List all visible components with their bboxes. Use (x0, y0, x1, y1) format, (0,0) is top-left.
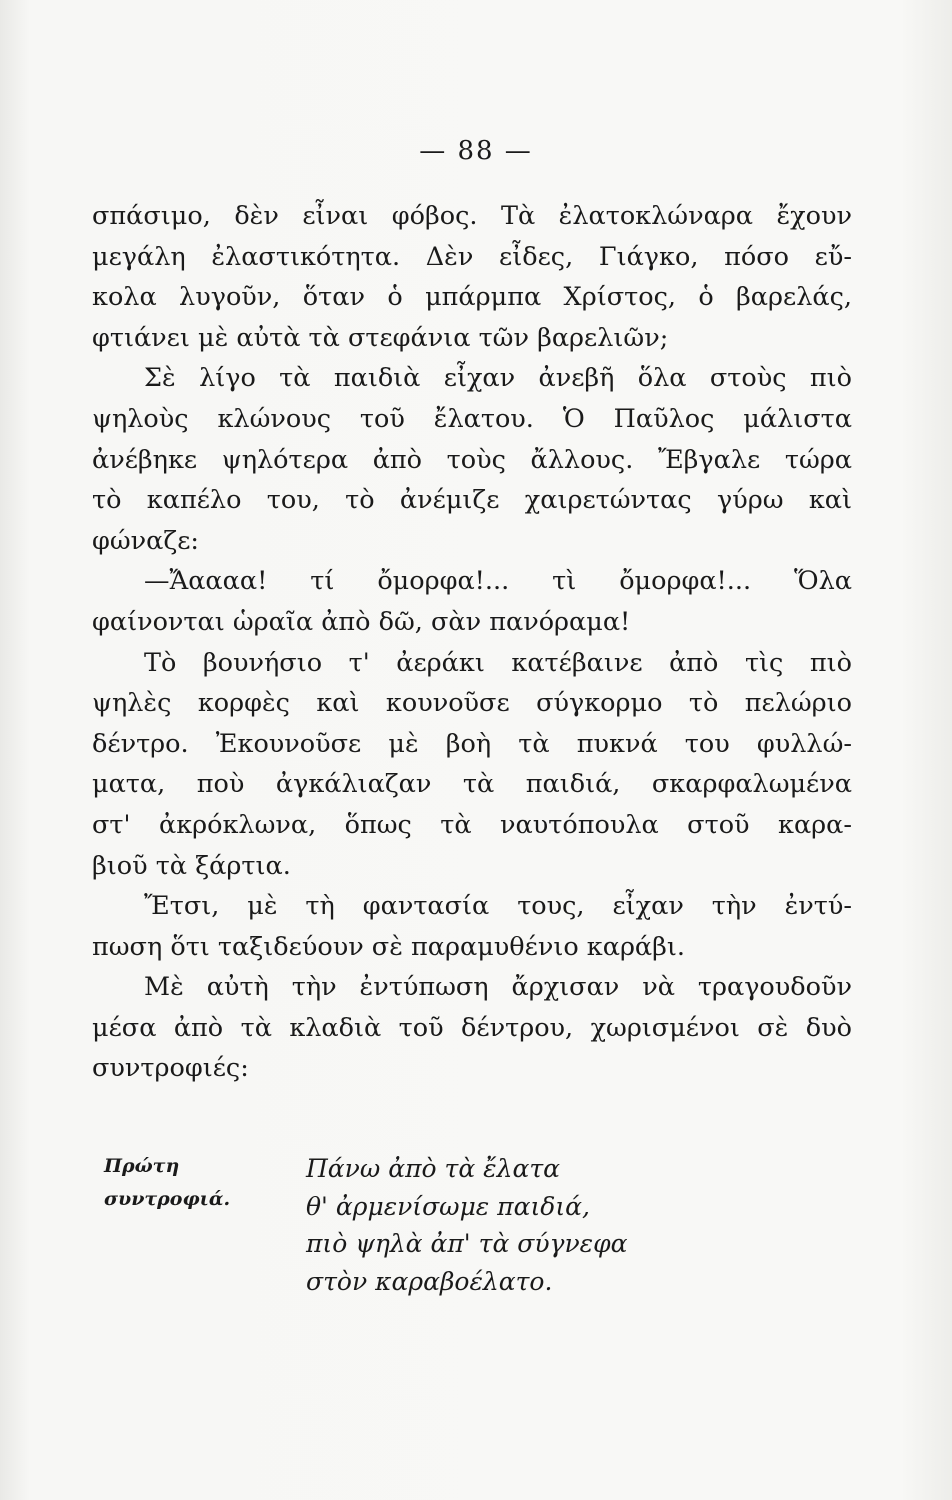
text-line: στ' ἀκρόκλωνα, ὅπως τὰ ναυτόπουλα στοῦ καρα- (92, 809, 852, 840)
text-line: μέσα ἀπὸ τὰ κλαδιὰ τοῦ δέντρου, χωρισμένοι σὲ δυὸ (92, 1012, 852, 1043)
text-line: Τὸ βουνήσιο τ' ἀεράκι κατέβαινε ἀπὸ τὶς πιὸ (144, 647, 852, 678)
text-line: φώναζε: (92, 525, 199, 556)
verse-block (92, 1150, 852, 1320)
verse-lines (306, 1150, 627, 1300)
text-line: —Ἄαααα! τί ὄμορφα!... τὶ ὄμορφα!... Ὅλα (144, 566, 852, 597)
text-line: δέντρο. Ἐκουνοῦσε μὲ βοὴ τὰ πυκνά του φυλλώ- (92, 728, 852, 759)
text-line: φαίνονται ὡραῖα ἀπὸ δῶ, σὰν πανόραμα! (92, 606, 631, 637)
text-line: τὸ καπέλο του, τὸ ἀνέμιζε χαιρετώντας γύρω καὶ (92, 485, 852, 516)
text-line: φτιάνει μὲ αὐτὰ τὰ στεφάνια τῶν βαρελιῶν; (92, 322, 669, 353)
body-text (92, 196, 852, 1089)
text-line: συντροφιές: (92, 1053, 249, 1084)
verse-line: θ' ἀρμενίσωμε παιδιά, (306, 1191, 590, 1221)
text-line: ματα, ποὺ ἀγκάλιαζαν τὰ παιδιά, σκαρφαλωμένα (92, 769, 852, 800)
text-line: Σὲ λίγο τὰ παιδιὰ εἶχαν ἀνεβῆ ὅλα στοὺς πιὸ (144, 363, 852, 394)
page-number: — 88 — (419, 136, 533, 166)
text-line: Μὲ αὐτὴ τὴν ἐντύπωση ἄρχισαν νὰ τραγουδοῦν (144, 972, 852, 1003)
verse-label-line: συντροφιά. (104, 1188, 231, 1210)
verse-line: Πάνω ἀπὸ τὰ ἔλατα (306, 1154, 561, 1183)
verse-line: πιὸ ψηλὰ ἀπ' τὰ σύγνεφα (306, 1229, 628, 1258)
text-line: μεγάλη ἐλαστικότητα. Δὲν εἶδες, Γιάγκο, πόσο εὔ- (92, 241, 852, 272)
text-line: πωση ὅτι ταξιδεύουν σὲ παραμυθένιο καράβι. (92, 931, 685, 962)
text-line: ψηλοὺς κλώνους τοῦ ἔλατου. Ὁ Παῦλος μάλιστα (92, 403, 852, 434)
text-line: ψηλὲς κορφὲς καὶ κουνοῦσε σύγκορμο τὸ πελώριο (92, 688, 852, 719)
text-line: ἀνέβηκε ψηλότερα ἀπὸ τοὺς ἄλλους. Ἔβγαλε τώρα (92, 444, 852, 475)
verse-line: στὸν καραβοέλατο. (306, 1266, 553, 1296)
text-line: βιοῦ τὰ ξάρτια. (92, 850, 291, 881)
verse-label-line: Πρώτη (104, 1155, 180, 1177)
text-line: κολα λυγοῦν, ὅταν ὁ μπάρμπα Χρίστος, ὁ βαρελάς, (92, 282, 852, 313)
verse-speaker-label (104, 1150, 230, 1216)
text-line: Ἔτσι, μὲ τὴ φαντασία τους, εἶχαν τὴν ἐντύ- (144, 891, 852, 922)
text-line: σπάσιμο, δὲν εἶναι φόβος. Τὰ ἐλατοκλώναρα ἔχουν (92, 201, 852, 231)
